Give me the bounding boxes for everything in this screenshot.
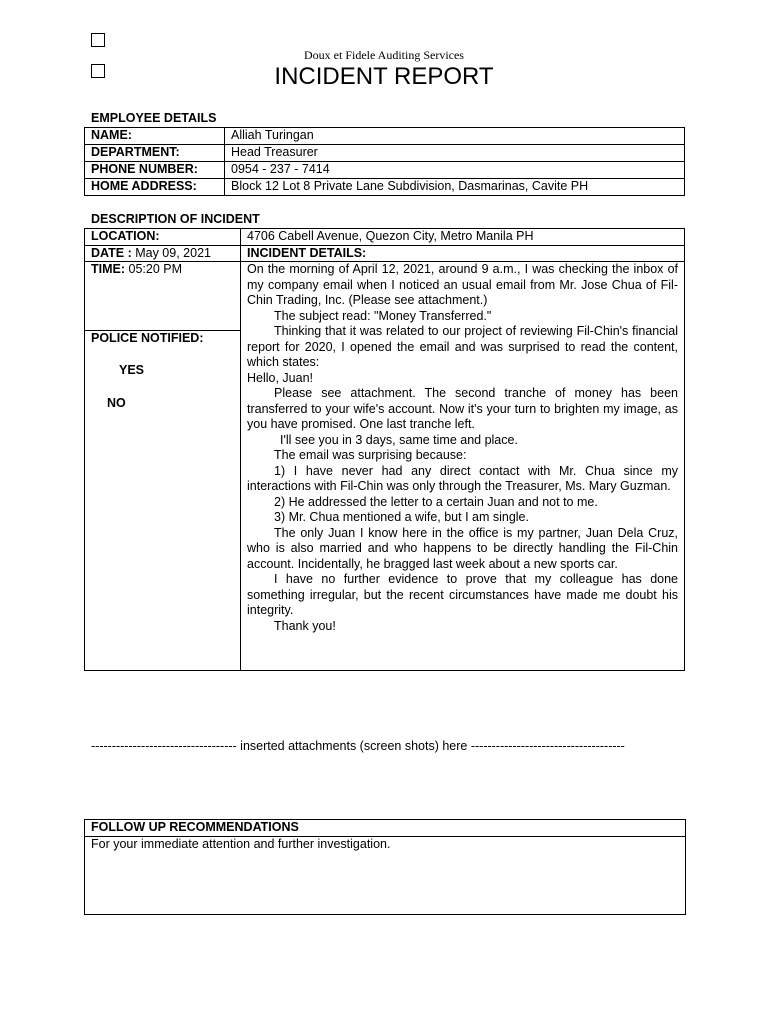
narrative-paragraph: 1) I have never had any direct contact with Mr. Chua since my interactions with Fil-Chin was only through the Treasurer, Ms. Mary Guzman. [247,463,678,493]
table-row [85,245,685,262]
narrative-paragraph: 2) He addressed the letter to a certain Juan and not to me. [274,494,598,509]
employee-details-table [84,127,685,196]
department-value: Head Treasurer [225,145,685,162]
incident-table [84,228,685,671]
narrative-paragraph: 3) Mr. Chua mentioned a wife, but I am single. [274,510,529,524]
narrative-paragraph: On the morning of April 12, 2021, around 9 a.m., I was checking the inbox of my company email when I noticed an usual email from Mr. Jose Chua of Fil-Chin Trading, Inc. (Please see attachment.) [247,262,678,307]
table-row [85,145,685,162]
page-title: INCIDENT REPORT [274,63,494,90]
location-label: LOCATION: [85,229,241,246]
narrative-paragraph: I have no further evidence to prove that my colleague has done something irregular, but the recent circumstances have made me doubt his integrity. [247,572,678,617]
date-value: May 09, 2021 [131,245,211,260]
table-row [85,837,686,915]
time-cell [85,262,241,331]
department-label: DEPARTMENT: [85,145,225,162]
time-value: 05:20 PM [125,262,183,276]
table-row [85,179,685,196]
time-label: TIME: [91,262,126,276]
follow-up-table [84,819,686,915]
phone-label: PHONE NUMBER: [85,162,225,179]
table-row [85,128,685,145]
table-row [85,262,685,331]
location-value: 4706 Cabell Avenue, Quezon City, Metro Manila PH [241,229,685,246]
table-row [85,162,685,179]
date-cell [85,245,241,262]
table-row [85,820,686,837]
name-value: Alliah Turingan [225,128,685,145]
name-label: NAME: [85,128,225,145]
checkbox-1[interactable] [91,33,105,47]
address-value: Block 12 Lot 8 Private Lane Subdivision, Dasmarinas, Cavite PH [225,179,685,196]
incident-narrative [241,262,685,671]
company-name: Doux et Fidele Auditing Services [304,48,464,62]
narrative-paragraph: Hello, Juan! [247,370,314,385]
narrative-paragraph: Thank you! [274,618,336,633]
narrative-paragraph: Please see attachment. The second tranche of money has been transferred to your wife's account. Now it's your turn to brighten my image, as you have promised. One last tranche left. [247,386,678,431]
table-row [85,229,685,246]
date-label: DATE : [91,245,132,260]
narrative-paragraph: The email was surprising because: [274,448,467,462]
narrative-paragraph: The only Juan I know here in the office is my partner, Juan Dela Cruz, who is also married and who happens to be directly handling the Fil-Chin account. Incidentally, he bragged last week about a new sports car. [247,525,678,571]
follow-up-body: For your immediate attention and further investigation. [85,837,686,915]
police-notified-cell [85,330,241,670]
narrative-paragraph: Thinking that it was related to our project of reviewing Fil-Chin's financial report for 2020, I opened the email and was surprised to read the content, which states: [247,324,678,369]
narrative-paragraph: I'll see you in 3 days, same time and place. [280,432,518,447]
police-notified-label: POLICE NOTIFIED: [91,330,204,345]
narrative-paragraph: The subject read: "Money Transferred." [274,308,492,323]
police-no-option: NO [107,395,126,410]
incident-description-heading: DESCRIPTION OF INCIDENT [91,212,260,226]
police-yes-option: YES [119,363,145,378]
phone-value: 0954 - 237 - 7414 [225,162,685,179]
attachments-placeholder: ----------------------------------- inserted attachments (screen shots) here ------------------------------------- [91,739,625,753]
employee-details-heading: EMPLOYEE DETAILS [91,111,217,125]
incident-details-label: INCIDENT DETAILS: [241,245,685,262]
address-label: HOME ADDRESS: [85,179,225,196]
follow-up-heading: FOLLOW UP RECOMMENDATIONS [85,820,686,837]
